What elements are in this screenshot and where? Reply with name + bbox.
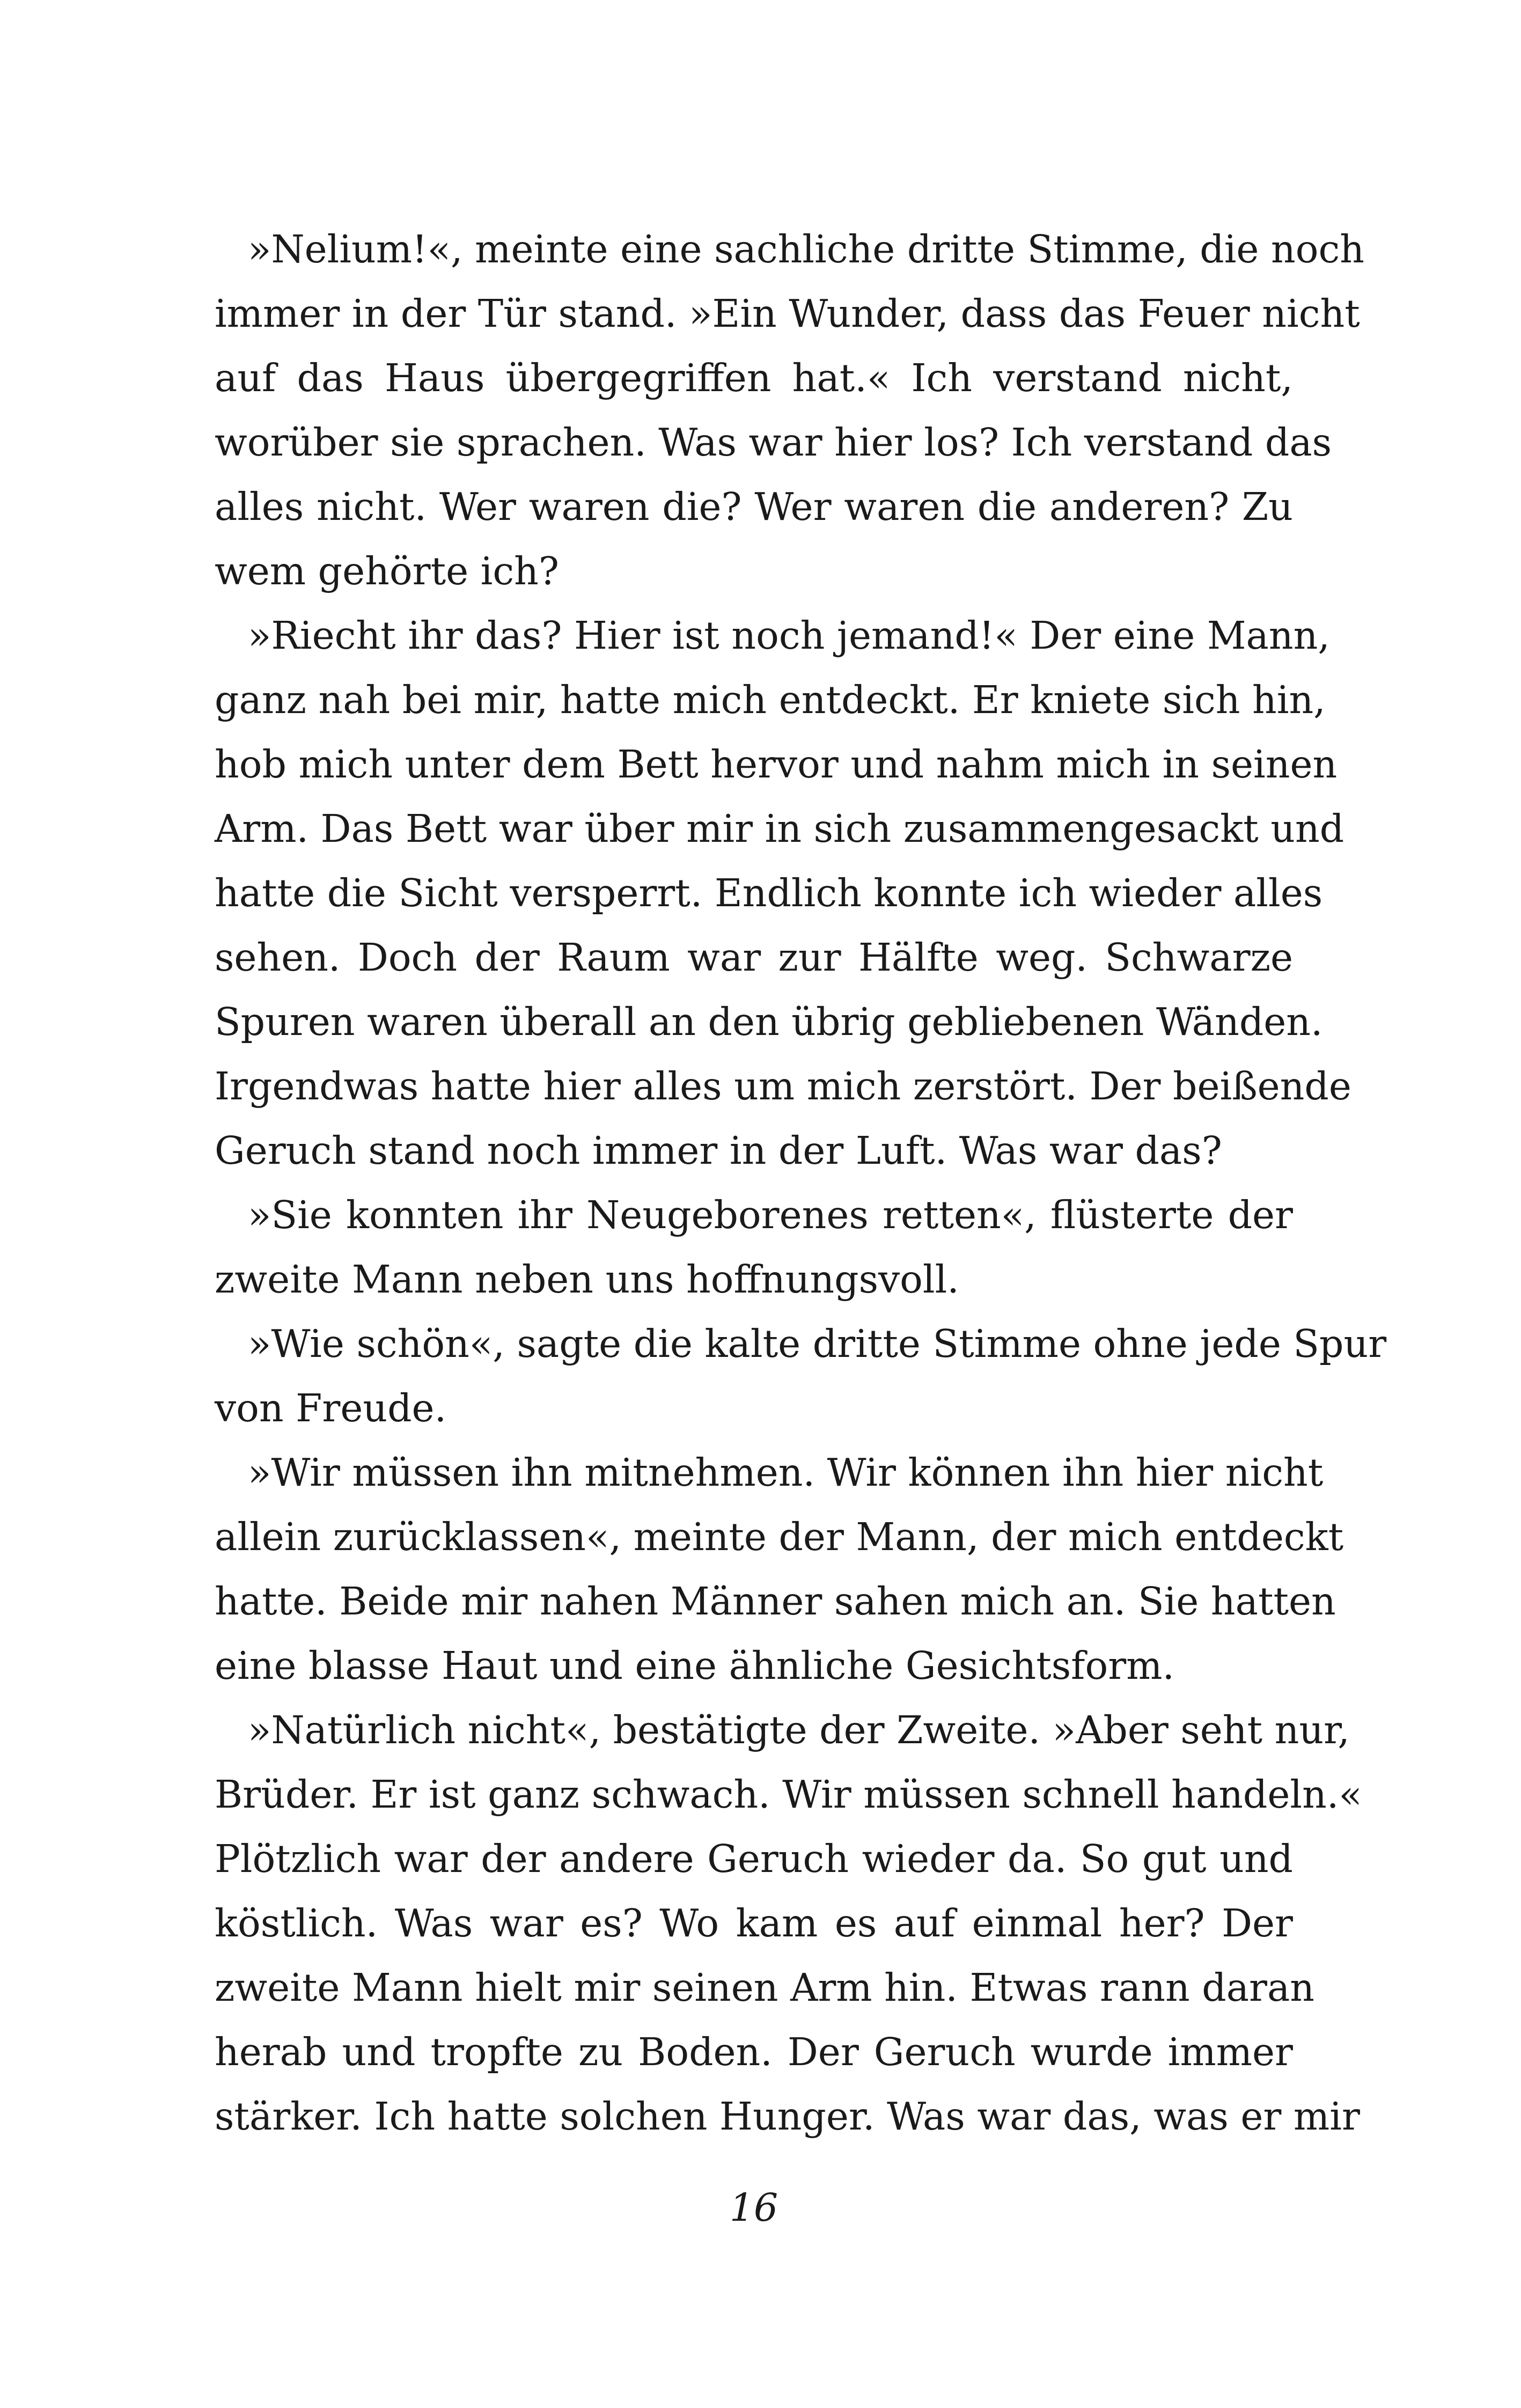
text-line: zweite Mann hielt mir seinen Arm hin. Etwas rann daran bbox=[215, 1965, 1315, 2010]
page-number: 16 bbox=[729, 2185, 778, 2230]
text-line: zweite Mann neben uns hoffnungsvoll. bbox=[215, 1257, 959, 1302]
book-page bbox=[215, 0, 1387, 2408]
text-line: köstlich. Was war es? Wo kam es auf einmal her? Der bbox=[215, 1901, 1293, 1946]
text-line: allein zurücklassen«, meinte der Mann, der mich entdeckt bbox=[215, 1515, 1344, 1559]
text-line: ganz nah bei mir, hatte mich entdeckt. Er kniete sich hin, bbox=[215, 678, 1326, 722]
text-line: Irgendwas hatte hier alles um mich zerstört. Der beißende bbox=[215, 1064, 1351, 1108]
text-line: immer in der Tür stand. »Ein Wunder, dass das Feuer nicht bbox=[215, 291, 1360, 336]
text-line: hatte die Sicht versperrt. Endlich konnte ich wieder alles bbox=[215, 871, 1323, 915]
text-line: »Sie konnten ihr Neugeborenes retten«, flüsterte der bbox=[248, 1193, 1293, 1237]
text-line: auf das Haus übergegriffen hat.« Ich verstand nicht, bbox=[215, 356, 1293, 400]
text-line: sehen. Doch der Raum war zur Hälfte weg. Schwarze bbox=[215, 935, 1293, 980]
text-line: hatte. Beide mir nahen Männer sahen mich an. Sie hatten bbox=[215, 1579, 1336, 1624]
text-line: »Wie schön«, sagte die kalte dritte Stimme ohne jede Spur bbox=[248, 1322, 1387, 1366]
text-line: von Freude. bbox=[215, 1386, 447, 1430]
text-line: Plötzlich war der andere Geruch wieder da. So gut und bbox=[215, 1837, 1293, 1881]
body-text bbox=[215, 217, 1387, 2149]
text-line: worüber sie sprachen. Was war hier los? Ich verstand das bbox=[215, 420, 1332, 465]
text-line: »Natürlich nicht«, bestätigte der Zweite. »Aber seht nur, bbox=[248, 1708, 1350, 1752]
text-line: eine blasse Haut und eine ähnliche Gesichtsform. bbox=[215, 1643, 1175, 1688]
text-line: alles nicht. Wer waren die? Wer waren die anderen? Zu bbox=[215, 484, 1293, 529]
text-line: herab und tropfte zu Boden. Der Geruch wurde immer bbox=[215, 2030, 1293, 2074]
text-line: Geruch stand noch immer in der Luft. Was war das? bbox=[215, 1128, 1222, 1173]
text-line: Spuren waren überall an den übrig gebliebenen Wänden. bbox=[215, 1000, 1323, 1044]
text-line: Brüder. Er ist ganz schwach. Wir müssen schnell handeln.« bbox=[215, 1772, 1362, 1817]
text-line: »Nelium!«, meinte eine sachliche dritte Stimme, die noch bbox=[248, 227, 1364, 271]
text-line: hob mich unter dem Bett hervor und nahm mich in seinen bbox=[215, 742, 1338, 787]
text-line: Arm. Das Bett war über mir in sich zusammengesackt und bbox=[215, 806, 1344, 851]
text-line: stärker. Ich hatte solchen Hunger. Was war das, was er mir bbox=[215, 2094, 1360, 2139]
text-line: »Wir müssen ihn mitnehmen. Wir können ihn hier nicht bbox=[248, 1450, 1324, 1495]
text-line: »Riecht ihr das? Hier ist noch jemand!« Der eine Mann, bbox=[248, 613, 1330, 658]
text-line: wem gehörte ich? bbox=[215, 549, 559, 593]
